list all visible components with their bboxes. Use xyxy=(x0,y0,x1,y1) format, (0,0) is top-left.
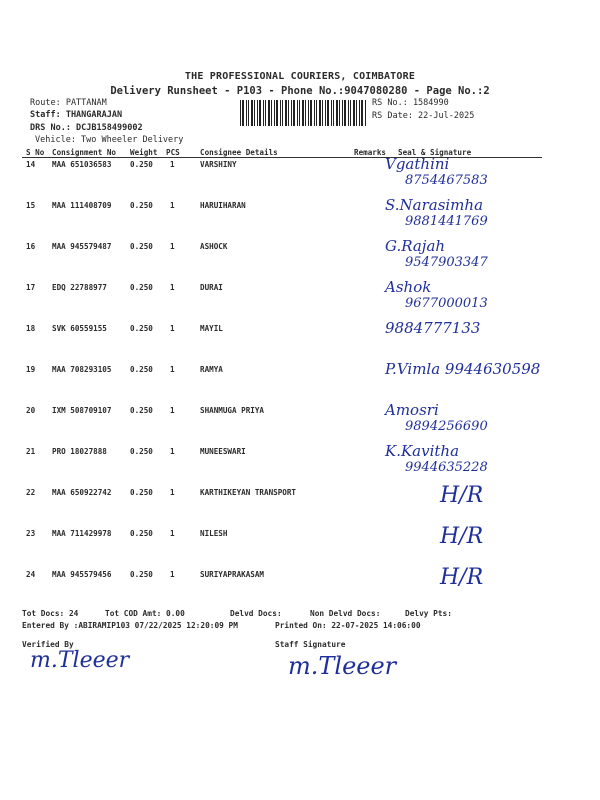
row-consignment-no: SVK 60559155 xyxy=(52,324,107,333)
row-weight: 0.250 xyxy=(130,529,153,538)
row-pcs: 1 xyxy=(170,324,175,333)
row-consignee: MAYIL xyxy=(200,324,223,333)
row-signature-phone: 9547903347 xyxy=(405,255,488,270)
row-consignment-no: IXM 508709107 xyxy=(52,406,112,415)
row-pcs: 1 xyxy=(170,201,175,210)
col-consignment: Consignment No xyxy=(52,148,117,157)
row-signature: H/R xyxy=(440,483,484,508)
row-consignment-no: EDQ 22788977 xyxy=(52,283,107,292)
row-weight: 0.250 xyxy=(130,283,153,292)
row-sno: 17 xyxy=(26,283,36,292)
row-signature-phone: 9677000013 xyxy=(405,296,488,311)
total-docs: Tot Docs: 24 xyxy=(22,609,79,618)
row-pcs: 1 xyxy=(170,406,175,415)
route-label: Route: PATTANAM xyxy=(30,98,107,108)
row-pcs: 1 xyxy=(170,529,175,538)
row-pcs: 1 xyxy=(170,570,175,579)
col-consignee: Consignee Details xyxy=(200,148,278,157)
row-consignee: MUNEESWARI xyxy=(200,447,246,456)
row-signature-phone: 9881441769 xyxy=(405,214,488,229)
row-sno: 22 xyxy=(26,488,36,497)
staff-signature: m.Tleeer xyxy=(288,652,397,680)
row-sno: 14 xyxy=(26,160,36,169)
row-signature: Ashok xyxy=(385,278,432,296)
row-signature: H/R xyxy=(440,524,484,549)
row-weight: 0.250 xyxy=(130,447,153,456)
barcode-image xyxy=(240,100,368,126)
row-signature: 9884777133 xyxy=(385,319,481,337)
row-consignee: ASHOCK xyxy=(200,242,228,251)
row-consignee: NILESH xyxy=(200,529,228,538)
row-pcs: 1 xyxy=(170,160,175,169)
row-consignment-no: MAA 708293105 xyxy=(52,365,112,374)
row-signature: S.Narasimha xyxy=(385,196,484,214)
row-consignment-no: MAA 945579487 xyxy=(52,242,112,251)
col-weight: Weight xyxy=(130,148,158,157)
row-signature-phone: 9894256690 xyxy=(405,419,488,434)
staff-label: Staff: THANGARAJAN xyxy=(30,110,123,120)
row-sno: 24 xyxy=(26,570,36,579)
total-cod-amount: Tot COD Amt: 0.00 xyxy=(105,609,185,618)
row-weight: 0.250 xyxy=(130,160,153,169)
row-pcs: 1 xyxy=(170,447,175,456)
row-consignment-no: MAA 111408709 xyxy=(52,201,112,210)
row-signature: P.Vimla 9944630598 xyxy=(385,360,541,378)
col-sno: S No xyxy=(26,148,45,157)
runsheet-subtitle: Delivery Runsheet - P103 - Phone No.:9047080280 - Page No.:2 xyxy=(110,85,490,97)
drs-number: DRS No.: DCJB158499002 xyxy=(30,123,143,133)
row-weight: 0.250 xyxy=(130,365,153,374)
row-weight: 0.250 xyxy=(130,570,153,579)
row-sno: 16 xyxy=(26,242,36,251)
row-pcs: 1 xyxy=(170,242,175,251)
row-consignee: KARTHIKEYAN TRANSPORT xyxy=(200,488,297,497)
row-consignee: HARUIHARAN xyxy=(200,201,246,210)
row-sno: 20 xyxy=(26,406,36,415)
row-pcs: 1 xyxy=(170,365,175,374)
row-signature-phone: 8754467583 xyxy=(405,173,488,188)
verified-by-signature: m.Tleeer xyxy=(30,648,130,673)
row-consignee: SHANMUGA PRIYA xyxy=(200,406,265,415)
row-sno: 23 xyxy=(26,529,36,538)
row-sno: 18 xyxy=(26,324,36,333)
row-pcs: 1 xyxy=(170,488,175,497)
row-consignment-no: MAA 945579456 xyxy=(52,570,112,579)
rs-date: RS Date: 22-Jul-2025 xyxy=(372,111,475,121)
row-consignee: SURIYAPRAKASAM xyxy=(200,570,265,579)
row-signature: Vgathini xyxy=(385,155,450,173)
delivery-points: Delvy Pts: xyxy=(405,609,452,618)
header-divider xyxy=(22,157,542,158)
company-title: THE PROFESSIONAL COURIERS, COIMBATORE xyxy=(184,71,416,82)
row-signature: Amosri xyxy=(385,401,439,419)
row-sno: 15 xyxy=(26,201,36,210)
row-consignment-no: PRO 18027888 xyxy=(52,447,107,456)
non-delivered-docs: Non Delvd Docs: xyxy=(310,609,381,618)
row-weight: 0.250 xyxy=(130,406,153,415)
col-remarks: Remarks xyxy=(354,148,387,157)
row-consignee: VARSHINY xyxy=(200,160,237,169)
row-consignee: DURAI xyxy=(200,283,223,292)
row-weight: 0.250 xyxy=(130,242,153,251)
row-signature-phone: 9944635228 xyxy=(405,460,488,475)
row-consignment-no: MAA 711429978 xyxy=(52,529,112,538)
vehicle-label: Vehicle: Two Wheeler Delivery xyxy=(35,135,184,145)
row-signature: G.Rajah xyxy=(385,237,446,255)
delivered-docs: Delvd Docs: xyxy=(230,609,282,618)
row-weight: 0.250 xyxy=(130,324,153,333)
row-sno: 21 xyxy=(26,447,36,456)
row-pcs: 1 xyxy=(170,283,175,292)
row-signature: K.Kavitha xyxy=(385,442,460,460)
row-sno: 19 xyxy=(26,365,36,374)
verified-by-label: Verified By xyxy=(22,640,74,649)
col-seal-signature: Seal & Signature xyxy=(398,148,472,157)
entered-by: Entered By :ABIRAMIP103 07/22/2025 12:20:09 PM xyxy=(22,621,238,630)
col-pcs: PCS xyxy=(166,148,180,157)
row-weight: 0.250 xyxy=(130,488,153,497)
row-consignment-no: MAA 650922742 xyxy=(52,488,112,497)
rs-number: RS No.: 1584990 xyxy=(372,98,449,108)
printed-on: Printed On: 22-07-2025 14:06:00 xyxy=(275,621,421,630)
row-signature: H/R xyxy=(440,565,484,590)
staff-signature-label: Staff Signature xyxy=(275,640,346,649)
row-consignment-no: MAA 651036583 xyxy=(52,160,112,169)
row-weight: 0.250 xyxy=(130,201,153,210)
row-consignee: RAMYA xyxy=(200,365,223,374)
